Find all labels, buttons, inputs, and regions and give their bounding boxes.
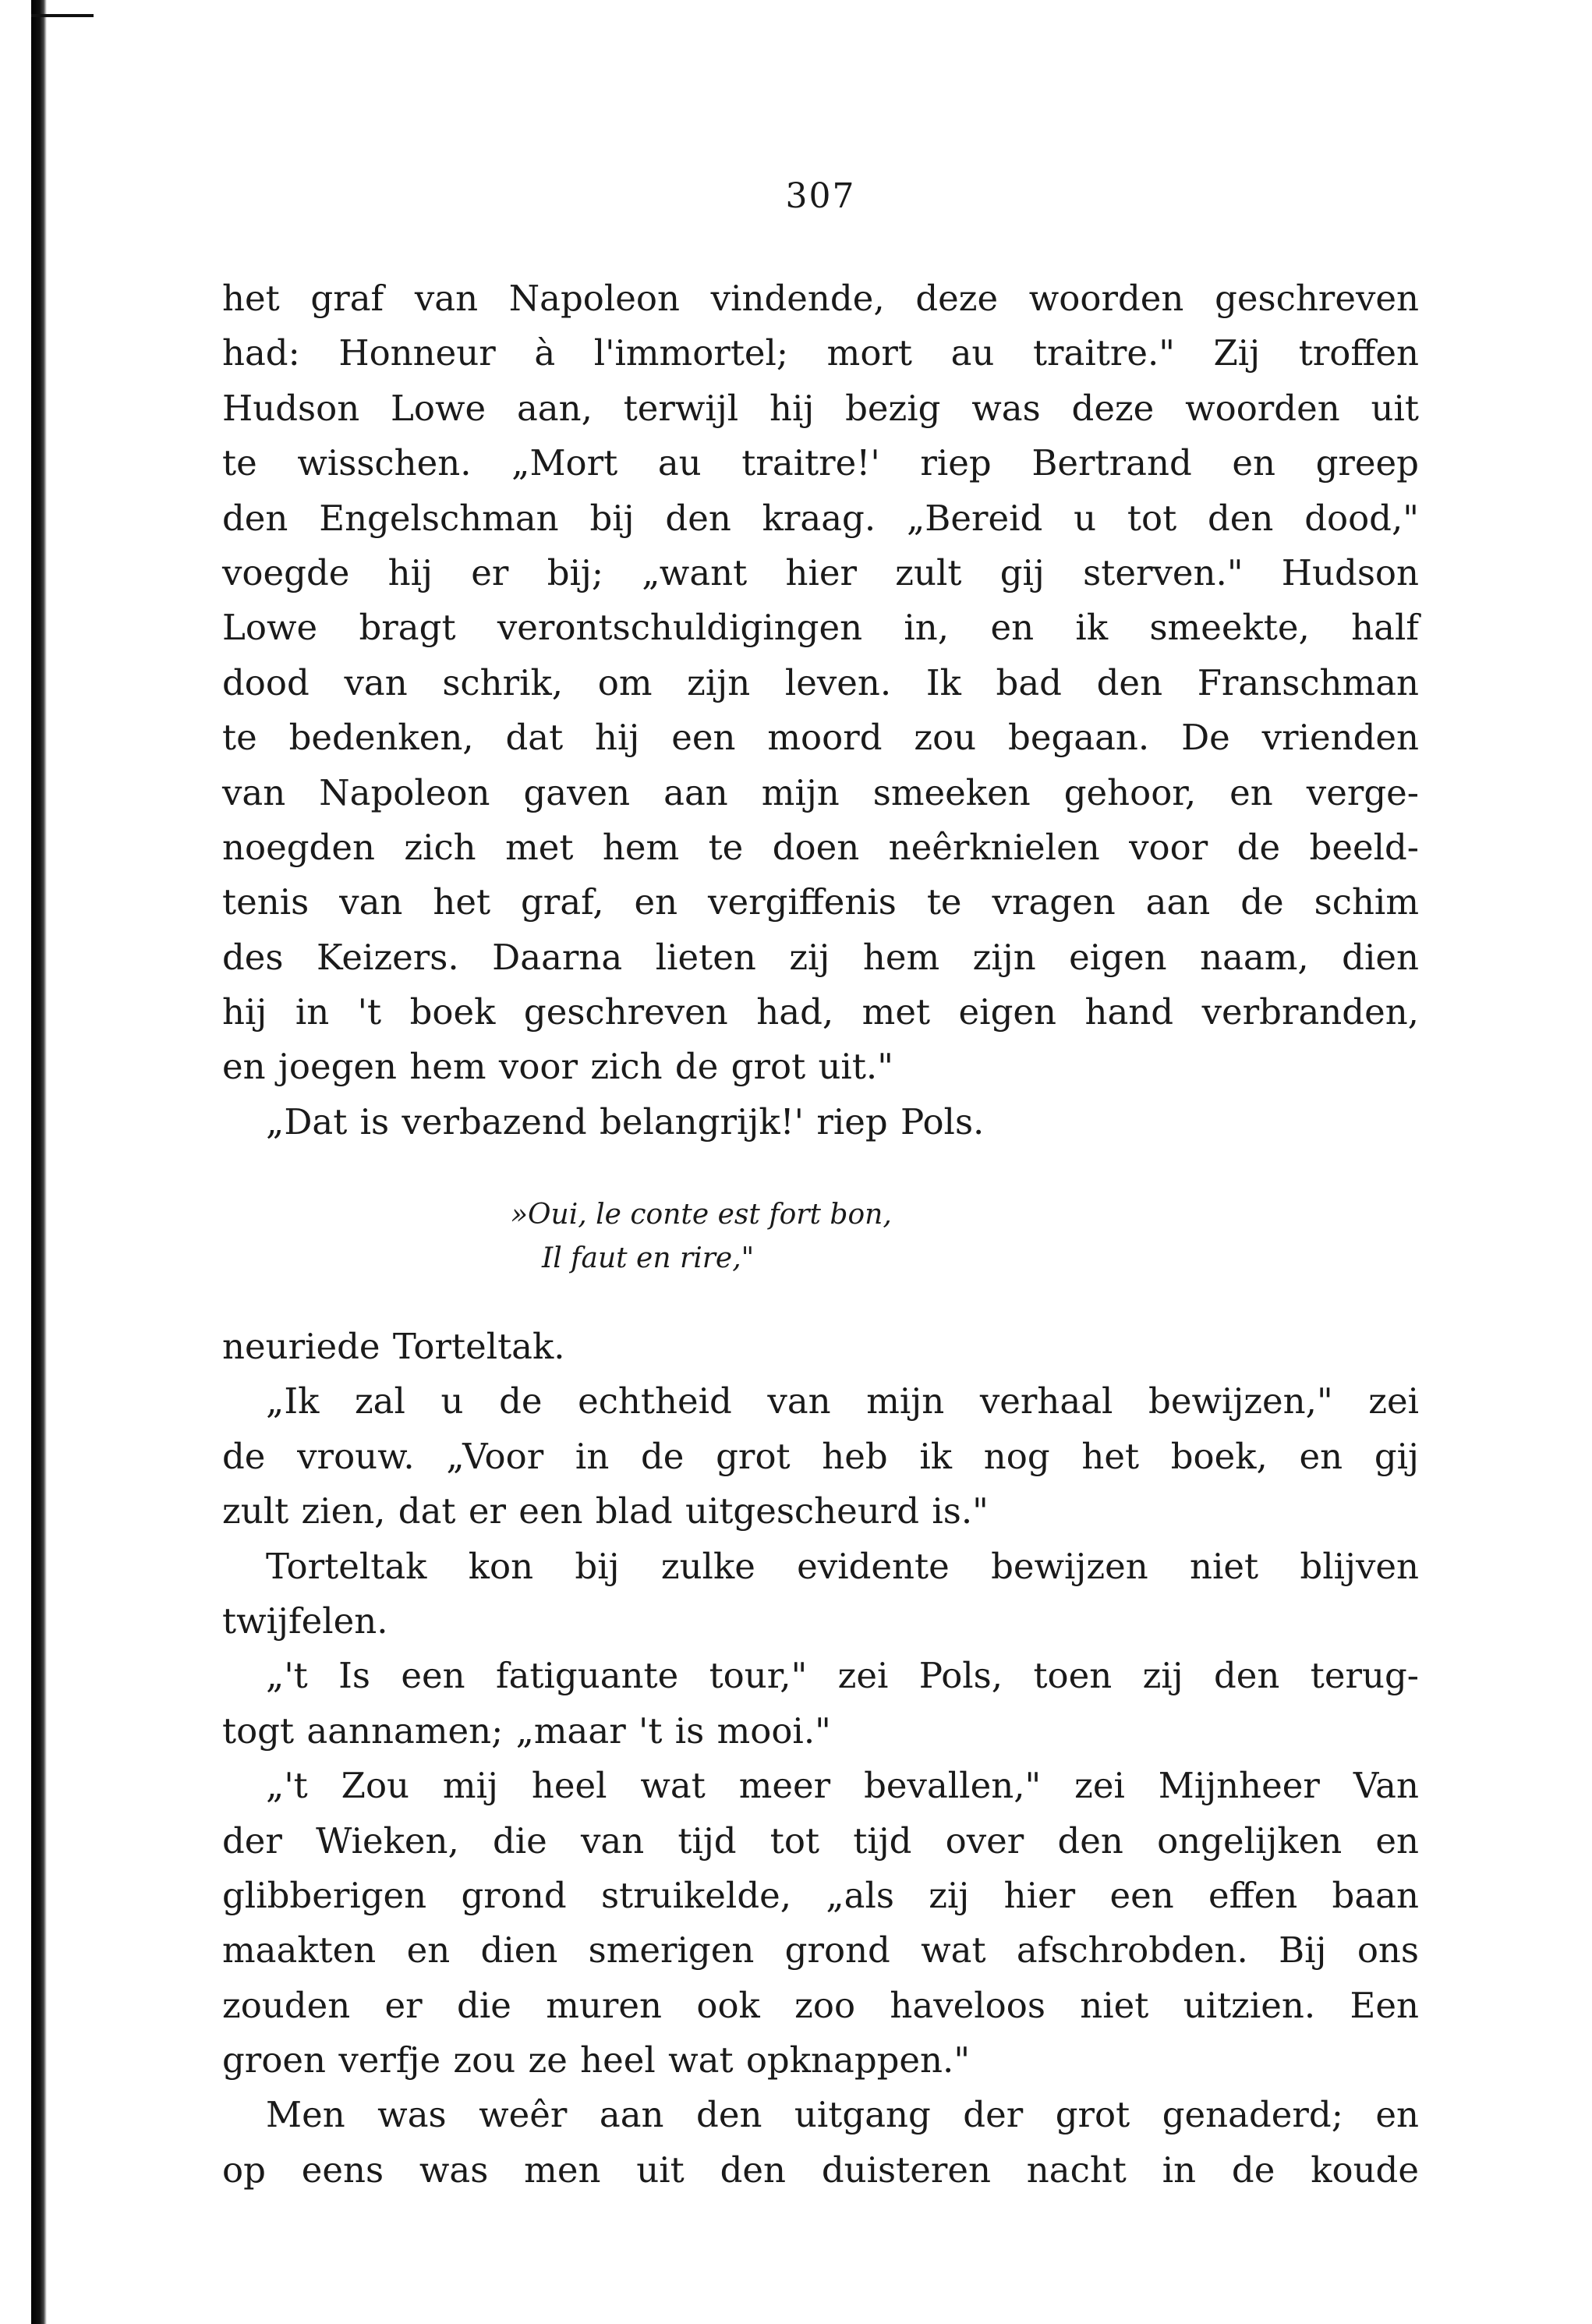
text-line: te wisschen. „Mort au traitre!' riep Bertrand en greep — [222, 442, 1419, 484]
text-line: noegden zich met hem te doen neêrknielen voor de beeld- — [222, 826, 1419, 868]
text-line: had: Honneur à l'immortel; mort au traitre." Zij troffen — [222, 332, 1419, 374]
text-line: Men was weêr aan den uitgang der grot genaderd; en — [266, 2094, 1419, 2136]
text-line: den Engelschman bij den kraag. „Bereid u tot den dood," — [222, 497, 1419, 539]
text-line: de vrouw. „Voor in de grot heb ik nog het boek, en gij — [222, 1435, 1419, 1477]
page-number: 307 — [785, 176, 856, 216]
verse-line: »Oui, le conte est fort bon, — [511, 1199, 892, 1231]
text-line: togt aannamen; „maar 't is mooi." — [222, 1709, 831, 1752]
text-line: „'t Zou mij heel wat meer bevallen," zei Mijnheer Van — [266, 1765, 1419, 1807]
paragraph-block-1 — [222, 271, 1419, 1150]
text-line: maakten en dien smerigen grond wat afschrobden. Bij ons — [222, 1929, 1419, 1972]
text-line: en joegen hem voor zich de grot uit." — [222, 1046, 893, 1088]
text-line: Lowe bragt verontschuldigingen in, en ik smeekte, half — [222, 607, 1419, 649]
text-line: Torteltak kon bij zulke evidente bewijzen niet blijven — [266, 1545, 1419, 1587]
text-line: der Wieken, die van tijd tot tijd over den ongelijken en — [222, 1819, 1419, 1862]
text-line: te bedenken, dat hij een moord zou begaan. De vrienden — [222, 717, 1419, 759]
text-line: glibberigen grond struikelde, „als zij hier een effen baan — [222, 1874, 1419, 1916]
text-line: neuriede Torteltak. — [222, 1326, 565, 1367]
text-line: Hudson Lowe aan, terwijl hij bezig was deze woorden uit — [222, 387, 1419, 429]
text-line: twijfelen. — [222, 1600, 388, 1642]
text-line: voegde hij er bij; „want hier zult gij sterven." Hudson — [222, 551, 1419, 593]
text-line: „Ik zal u de echtheid van mijn verhaal bewijzen," zei — [266, 1380, 1419, 1422]
text-line: zouden er die muren ook zoo haveloos niet uitzien. Een — [222, 1984, 1419, 2026]
text-line: des Keizers. Daarna lieten zij hem zijn eigen naam, dien — [222, 936, 1419, 978]
text-line: „'t Is een fatiguante tour," zei Pols, toen zij den terug- — [266, 1655, 1419, 1697]
text-line: hij in 't boek geschreven had, met eigen hand verbranden, — [222, 991, 1419, 1033]
text-line: groen verfje zou ze heel wat opknappen." — [222, 2039, 971, 2081]
text-line: op eens was men uit den duisteren nacht in de koude — [222, 2149, 1419, 2191]
verse-line: Il faut en rire," — [542, 1242, 755, 1274]
verse-quote — [222, 1193, 1419, 1281]
book-spine-edge — [31, 0, 47, 2324]
scan-edge-mark — [31, 14, 94, 17]
text-line: „Dat is verbazend belangrijk!' riep Pols. — [266, 1100, 985, 1143]
text-line: dood van schrik, om zijn leven. Ik bad den Franschman — [222, 661, 1419, 703]
text-line: tenis van het graf, en vergiffenis te vragen aan de schim — [222, 881, 1419, 923]
text-line: van Napoleon gaven aan mijn smeeken gehoor, en verge- — [222, 771, 1419, 813]
book-page — [222, 0, 1419, 2324]
paragraph-block-2 — [222, 1320, 1419, 2198]
text-line: zult zien, dat er een blad uitgescheurd is." — [222, 1490, 989, 1532]
text-line: het graf van Napoleon vindende, deze woorden geschreven — [222, 278, 1419, 319]
